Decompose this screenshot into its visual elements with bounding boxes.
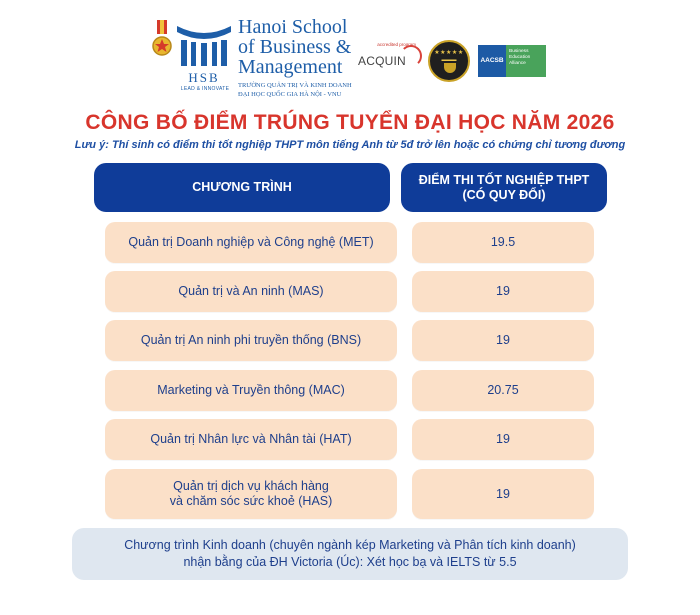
business-school-badge: ★★★★★ ▬▬▬ — [428, 40, 470, 82]
program-cell: Quản trị An ninh phi truyền thống (BNS) — [105, 320, 397, 361]
medal-icon — [151, 20, 173, 64]
score-cell: 19.5 — [412, 222, 594, 263]
program-cell: Quản trị và An ninh (MAS) — [105, 271, 397, 312]
logo-tagline: LEAD & INNOVATE — [180, 86, 230, 92]
program-cell: Quản trị Doanh nghiệp và Công nghệ (MET) — [105, 222, 397, 263]
school-subtitle: TRƯỜNG QUẢN TRỊ VÀ KINH DOANH ĐẠI HỌC QUỐC GIA HÀ NỘI - VNU — [238, 82, 352, 98]
score-cell: 19 — [412, 320, 594, 361]
footer-note: Chương trình Kinh doanh (chuyên ngành kép Marketing và Phân tích kinh doanh) nhận bằng của ĐH Victoria (Úc): Xét học bạ và IELTS từ 5.5 — [72, 528, 628, 580]
score-cell: 19 — [412, 469, 594, 519]
page-title: CÔNG BỐ ĐIỂM TRÚNG TUYỂN ĐẠI HỌC NĂM 2026 — [85, 111, 615, 134]
hsb-logo-icon — [175, 18, 233, 68]
score-cell: 20.75 — [412, 370, 594, 411]
note-text: Thí sinh có điểm thi tốt nghiệp THPT môn tiếng Anh từ 5đ trở lên hoặc có chứng chỉ tương đương — [111, 139, 626, 151]
logo-letters: HSB — [188, 70, 220, 85]
aacsb-logo: AACSB Business Education Alliance — [478, 45, 546, 77]
program-cell: Marketing và Truyền thông (MAC) — [105, 370, 397, 411]
acquin-logo: accredited program ACQUIN — [356, 42, 422, 74]
program-cell: Quản trị dịch vụ khách hàng và chăm sóc sức khoẻ (HAS) — [105, 469, 397, 519]
header-program: CHƯƠNG TRÌNH — [94, 163, 390, 212]
score-cell: 19 — [412, 271, 594, 312]
note-label: Lưu ý: — [74, 139, 109, 151]
school-name: Hanoi School of Business & Management — [238, 16, 352, 78]
header — [0, 0, 700, 108]
header-score: ĐIỂM THI TỐT NGHIỆP THPT (CÓ QUY ĐỔI) — [401, 163, 607, 212]
shield-icon — [444, 63, 456, 73]
note — [0, 139, 700, 151]
score-cell: 19 — [412, 419, 594, 460]
program-cell: Quản trị Nhân lực và Nhân tài (HAT) — [105, 419, 397, 460]
